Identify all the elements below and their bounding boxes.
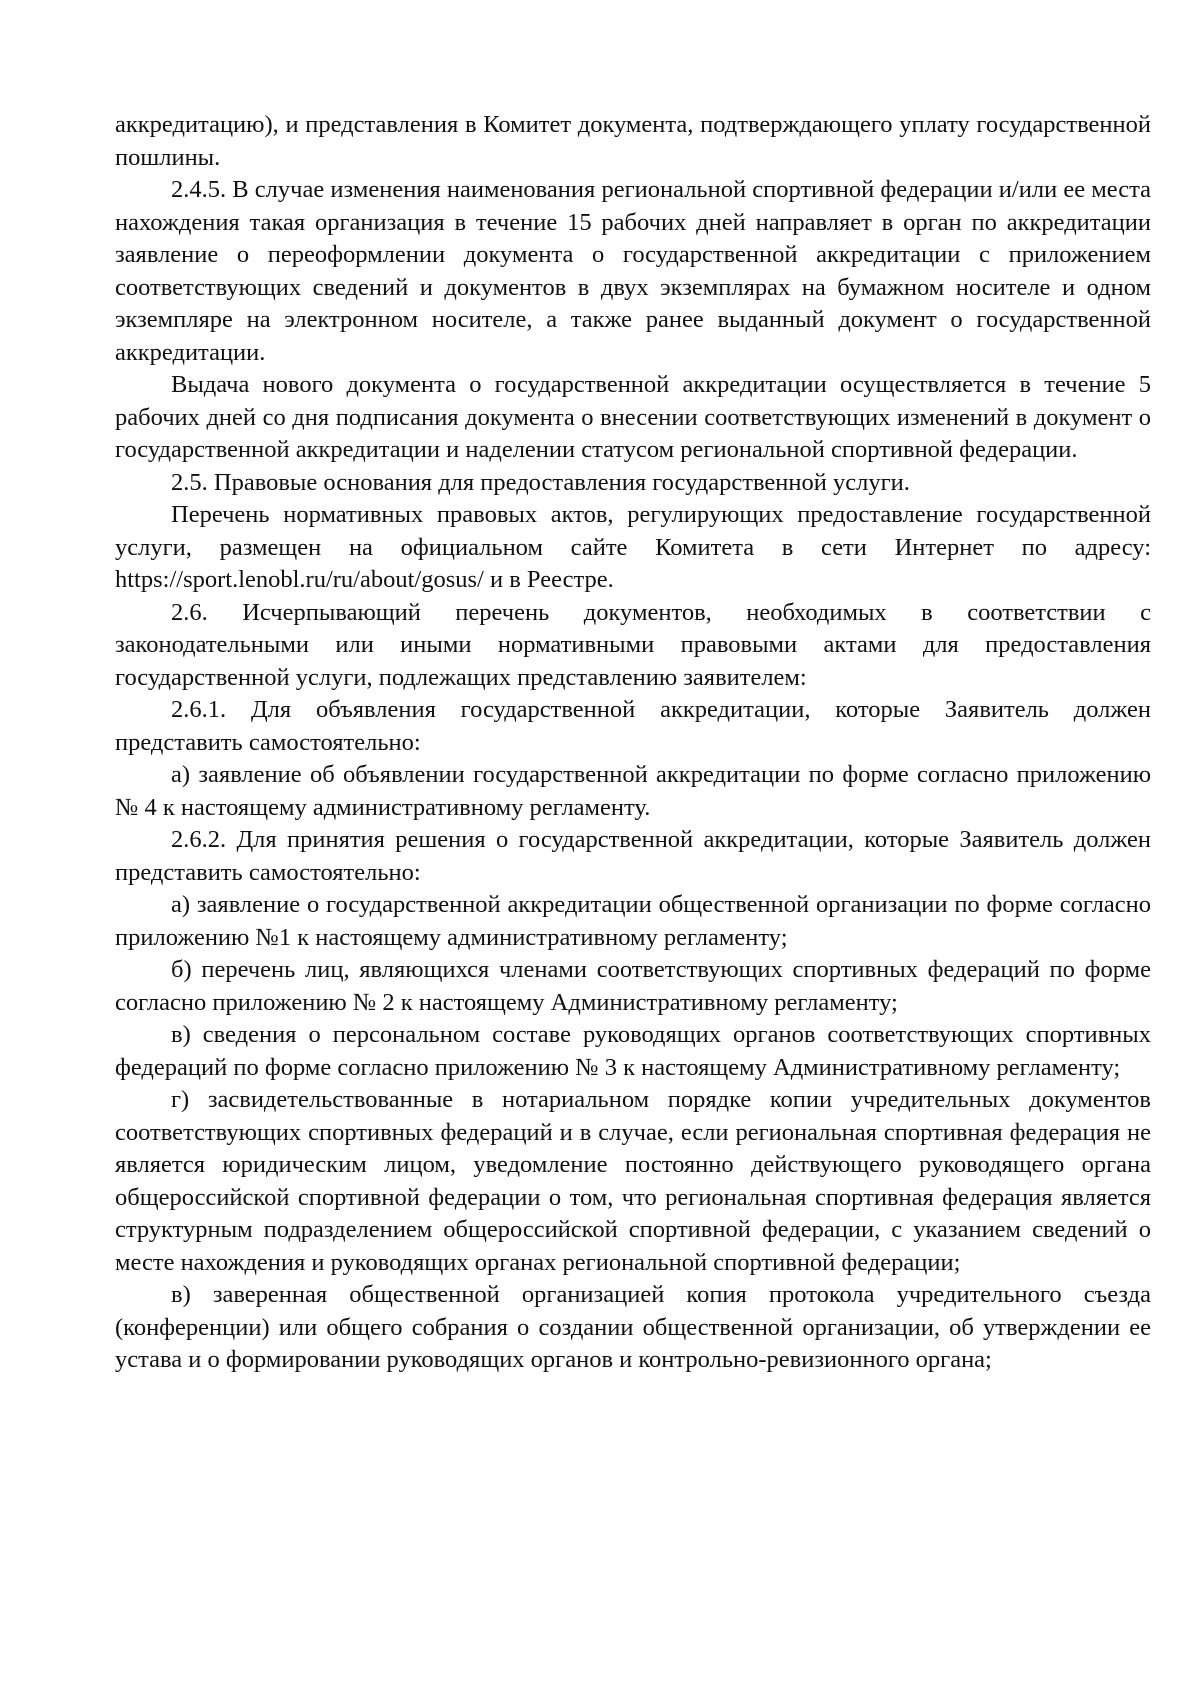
paragraph-2-6-1: 2.6.1. Для объявления государственной аккредитации, которые Заявитель должен представить самостоятельно:	[115, 696, 1151, 756]
paragraph-2-6-2-v: в) сведения о персональном составе руководящих органов соответствующих спортивных федераций по форме согласно приложению № 3 к настоящему Административному регламенту;	[115, 1021, 1151, 1081]
document-page	[115, 109, 1151, 1377]
paragraph-2-5: 2.5. Правовые основания для предоставления государственной услуги.	[171, 468, 910, 496]
paragraph-new-document-issue: Выдача нового документа о государственной аккредитации осуществляется в течение 5 рабочих дней со дня подписания документа о внесении соответствующих изменений в документ о государственной аккредитации и наделении статусом региональной спортивной федерации.	[115, 371, 1151, 463]
paragraph-2-6-2-a: а) заявление о государственной аккредитации общественной организации по форме согласно приложению №1 к настоящему административному регламенту;	[115, 891, 1151, 951]
paragraph-2-6-2-b: б) перечень лиц, являющихся членами соответствующих спортивных федераций по форме согласно приложению № 2 к настоящему Административному регламенту;	[115, 956, 1151, 1016]
paragraph-continuation: аккредитацию), и представления в Комитет документа, подтверждающего уплату государственной пошлины.	[115, 111, 1151, 171]
paragraph-legal-acts-list: Перечень нормативных правовых актов, регулирующих предоставление государственной услуги, размещен на официальном сайте Комитета в сети Интернет по адресу: https://sport.lenobl.ru/ru/about/gosus/ и в Реестре.	[115, 501, 1151, 593]
paragraph-2-6-2-g: г) засвидетельствованные в нотариальном порядке копии учредительных документов соответствующих спортивных федераций и в случае, если региональная спортивная федерация не является юридическим лицом, уведомление постоянно действующего руководящего органа общероссийской спортивной федерации о том, что региональная спортивная федерация является структурным подразделением общероссийской спортивной федерации, с указанием сведений о месте нахождения и руководящих органах региональной спортивной федерации;	[115, 1086, 1151, 1276]
paragraph-2-6-2: 2.6.2. Для принятия решения о государственной аккредитации, которые Заявитель должен представить самостоятельно:	[115, 826, 1151, 886]
paragraph-2-4-5: 2.4.5. В случае изменения наименования региональной спортивной федерации и/или ее места нахождения такая организация в течение 15 рабочих дней направляет в орган по аккредитации заявление о переоформлении документа о государственной аккредитации с приложением соответствующих сведений и документов в двух экземплярах на бумажном носителе и одном экземпляре на электронном носителе, а также ранее выданный документ о государственной аккредитации.	[115, 176, 1151, 366]
paragraph-2-6: 2.6. Исчерпывающий перечень документов, необходимых в соответствии с законодательными или иными нормативными правовыми актами для предоставления государственной услуги, подлежащих представлению заявителем:	[115, 598, 1151, 691]
paragraph-2-6-2-v2: в) заверенная общественной организацией копия протокола учредительного съезда (конференции) или общего собрания о создании общественной организации, об утверждении ее устава и о формировании руководящих органов и контрольно-ревизионного органа;	[115, 1281, 1151, 1373]
paragraph-2-6-1-a: а) заявление об объявлении государственной аккредитации по форме согласно приложению № 4 к настоящему административному регламенту.	[115, 761, 1151, 821]
